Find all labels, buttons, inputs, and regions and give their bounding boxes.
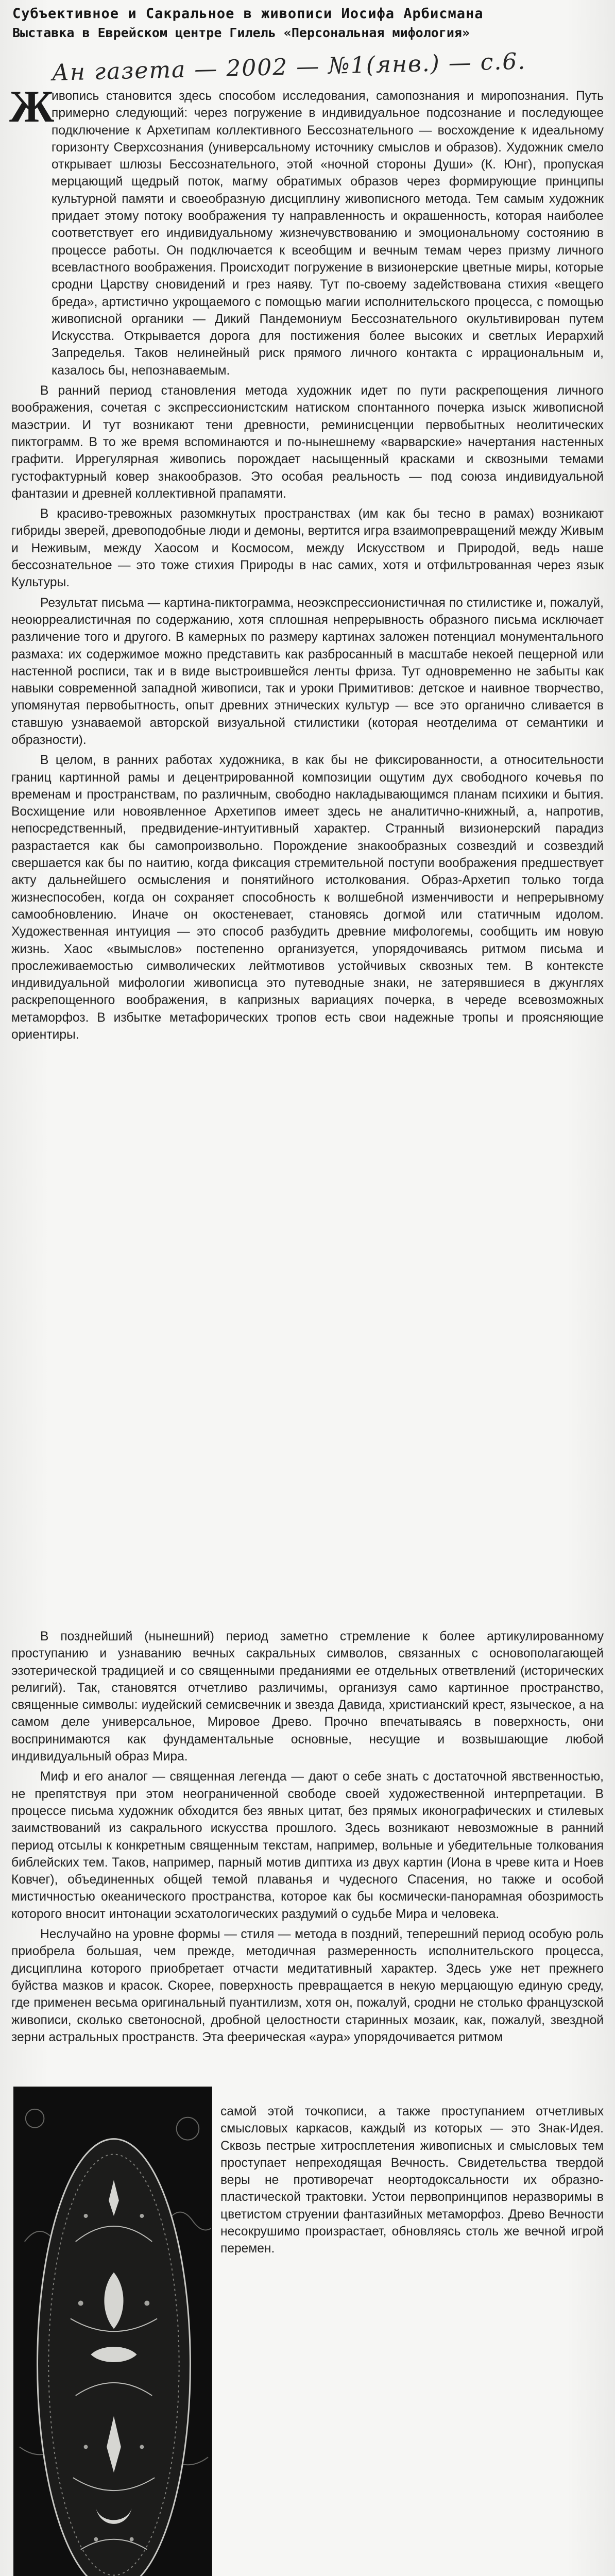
drop-cap: Ж [9,82,55,132]
article-wrap-column [220,2103,604,2258]
paragraph: самой этой точкописи, а также проступанием отчетливых смысловых каркасов, каждый из которых — это Знак-Идея. Сквозь пестрые хитросплетения живописных и смысловых тем проступает непреходящая Вечность. Свидетельства твердой веры не противоречат неортодоксальности их образно-пластической трактовки. Устои первопринципов неразворимы в цветистом струении фантазийных метаморфоз. Древо Вечности несокрушимо произрастает, обновляясь столь же вечной игрой перемен. [220,2105,604,2256]
paragraph: ивопись становится здесь способом исследования, самопознания и миропознания. Путь примерно следующий: через погружение в индивидуальное подсознание и последующее подключение к Архетипам коллективного Бессознательного — восхождение к идеальному горизонту Сверхсознания (универсальному источнику смыслов и образов). Художник смело открывает шлюзы Бессознательного, этой «ночной стороны Души» (К. Юнг), пропуская мерцающий щедрый поток, магму обратимых образов через формирующие принципы культурной памяти и своеобразную дисциплину живописного метода. Тем самым художник придает этому потоку воображения ту направленность и окрашенность, которая наиболее соответствует его индивидуальному жизнечувствованию и эмоциональному состоянию в процессе работы. Он подключается к всеобщим и вечным темам через призму личного всевластного воображения. Происходит погружение в визионерские цветные миры, которые сродни Царству сновидений и грез наяву. Тут по-своему задействована стихия «вещего бреда», артистично укрощаемого с помощью магии исполнительского процесса, с помощью живописной органики — Дикий Пандемониум Бессознательного окультивирован путем Искусства. Открывается дорога для постижения более высоких и светлых Иерархий Запределья. Таков нелинейный риск прямого личного контакта с иррациональным и, казалось бы, непознаваемым. [52,89,604,378]
paragraph: Результат письма — картина-пиктограмма, неоэкспрессионистичная по стилистике и, пожалуй, неоюрреалистичная по содержанию, хотя сплошная непрерывность образного письма исключает различение того и другого. В камерных по размеру картинах заложен потенциал монументального размаха: их содержимое можно представить как разбросанный в масштабе некоей пещерной или настенной росписи, так и в виде выстроившейся ленты фриза. Тут одновременно не забыты как навыки современной западной живописи, так и уроки Примитивов: детское и наивное творчество, упомянутая первобытность, опыт древних этнических культур — все это органично сливается в ставшую узнаваемой авторской визуальной стилистики (которая неотделима от семантики и образности). [11,596,604,747]
paragraph: Неслучайно на уровне формы — стиля — метода в поздний, теперешний период особую роль приобрела большая, чем прежде, методичная размеренность исполнительского процесса, дисциплина которого приобретает отчасти медитативный характер. Здесь уже нет прежнего буйства мазков и красок. Скорее, поверхность превращается в некую мерцающую единую среду, где применен весьма оригинальный пуантилизм, хотя он, пожалуй, сродни не столько французской живописи, сколько светоносной, дробной целостности старинных мозаик, как, пожалуй, звездной зерни астральных пространств. Эта феерическая «аура» упорядочивается ритмом [11,1927,604,2044]
paragraph: В позднейший (нынешний) период заметно стремление к более артикулированному проступанию и узнаванию вечных сакральных символов, связанных с основополагающей эзотерической традицией и со священными преданиями ее отдельных ответвлений (исторических религий). Так, становятся отчетливо различимы, организуя само картинное пространство, священные символы: иудейский семисвечник и звезда Давида, христианский крест, языческое, а на самом деле универсальное, Мировое Древо. Прочно впечатываясь в поверхность, они воспринимаются как фундаментальные основные, несущие и возвышающие любой индивидуальный образ Мира. [11,1630,604,1764]
paragraph: В красиво-тревожных разомкнутых пространствах (им как бы тесно в рамах) возникают гибриды зверей, древоподобные люди и демоны, вертится игра взаимопревращений между Живым и Неживым, между Хаосом и Космосом, между Искусством и Природой, ведь наше бессознательное — это тоже стихия Природы в нас самих, хотя и отфильтрованная через язык Культуры. [11,507,604,590]
paragraph: Миф и его аналог — священная легенда — дают о себе знать с достаточной явственностью, не препятствуя при этом неограниченной свободе своей художественной интерпретации. В процессе письма художник обходится без явных цитат, без прямых иконографических и стилевых заимствований из сакрального искусства прошлого. Здесь возникают невозможные в ранний период отсылы к конкретным священным текстам, например, вольные и убедительные толкования библейских тем. Таков, например, парный мотив диптиха из двух картин (Иона в чреве кита и Ноев Ковчег), объединенных общей темой плаванья и чудесного Спасения, но также и особой мистичностью океанического пространства, которое как бы космически-панорамная обозримость которого вносит интонации эсхатологических раздумий о судьбе Мира и человека. [11,1770,604,1921]
article-header [12,4,605,42]
painting-artwork [14,2088,211,2576]
article-body-lower [11,1628,604,2049]
painting-illustration [13,2087,212,2576]
paragraph: В ранний период становления метода художник идет по пути раскрепощения личного воображения, сочетая с экспрессионистским натиском спонтанного почерка изыск живописной маэстрии. И тут возникают тени древности, реминисценции первобытных неолитических пиктограмм. В то же время вспоминаются и по-нынешнему «варварские» начертания настенных графити. Иррегулярная живопись порождает насыщенный красками и сквозными темами густофактурный ковер знакообразов. Это особая реальность — под союза индивидуальной фантазии и древней коллективной прапамяти. [11,384,604,501]
handwritten-citation-note: Ан газета — 2002 — №1(янв.) — с.6. [52,48,526,86]
article-body-upper [9,82,604,1046]
article-title: Субъективное и Сакральное в живописи Иосифа Арбисмана [12,6,484,22]
article-subtitle: Выставка в Еврейском центре Гилель «Персональная мифология» [12,25,470,40]
paragraph: В целом, в ранних работах художника, в как бы не фиксированности, а относительности границ картинной рамы и децентрированной композиции ощутим дух свободного кочевья по временам и пространствам, по различным, свободно накладывающимся планам психики и бытия. Восхищение или новоявленное Архетипов имеет здесь не аналитично-книжный, а, напротив, непосредственный, предвидение-интуитивный характер. Странный визионерский парадиз разрастается как бы самопроизвольно. Порождение знакообразных созвездий и созвездий свершается как бы по наитию, когда фиксация стремительной поступи воображения предшествует акту дальнейшего осмысления и понятийного истолкования. Образ-Архетип только тогда жизнеспособен, когда он сохраняет способность к волшебной изменчивости и непрерывному самообновлению. Иначе он окостеневает, становясь догмой или статичным идолом. Художественная интуиция — это способ разбудить древние мифологемы, сообщить им новую жизнь. Хаос «вымыслов» постепенно организуется, упорядочиваясь ритмом письма и прослеживаемостью символических лейтмотивов устойчивых сквозных тем. В контексте индивидуальной мифологии живописца это путеводные знаки, не затерявшиеся в джунглях раскрепощенного воображения, в капризных вариациях почерка, в череде всевозможных метаморфоз. В избытке метафорических тропов есть свои надежные тропы и проясняющие ориентиры. [11,753,604,1042]
